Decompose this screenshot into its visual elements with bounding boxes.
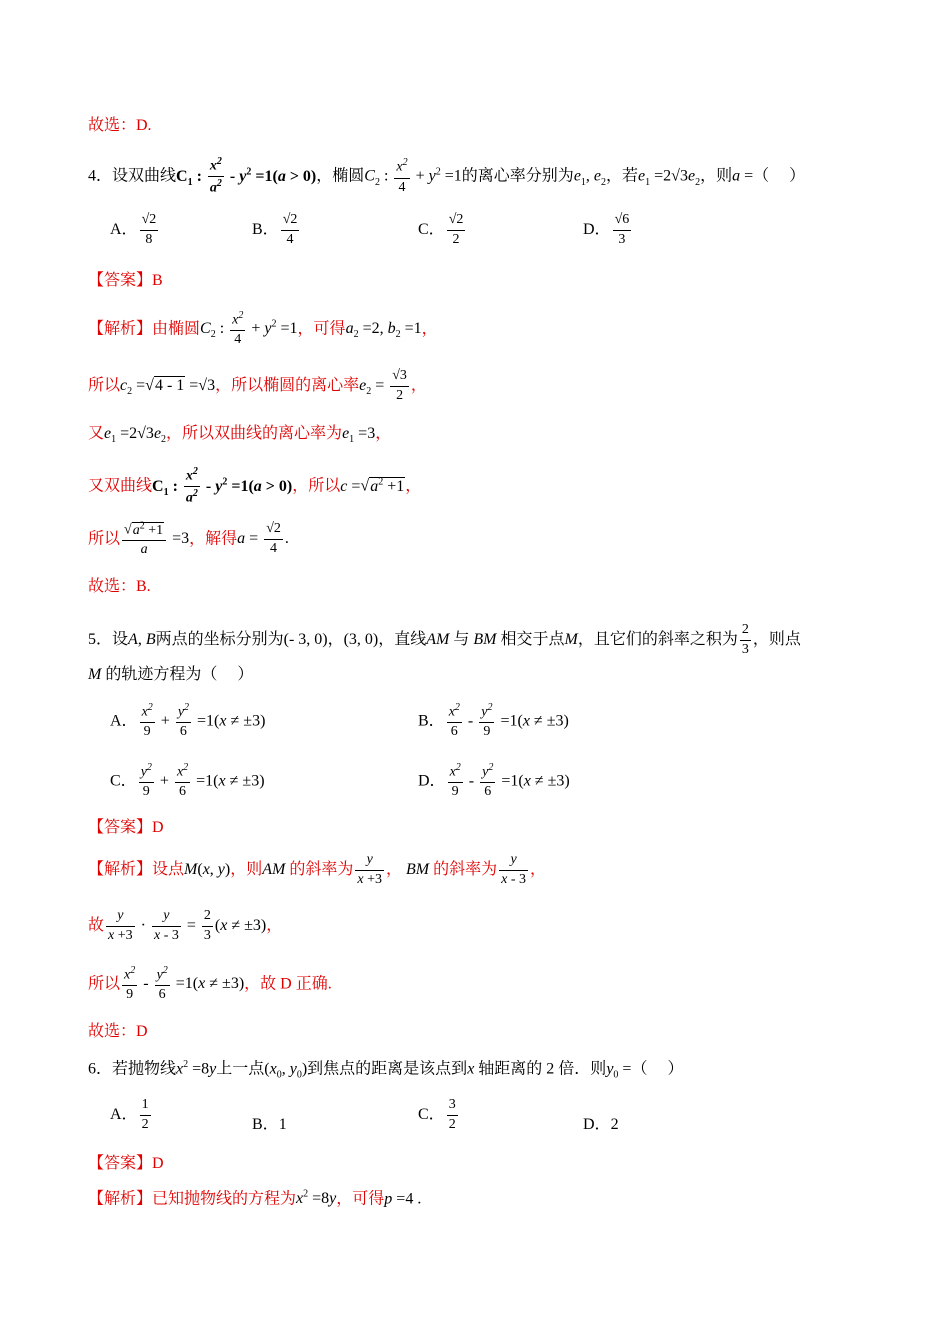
q6-answer: 【答案】D: [88, 1155, 164, 1172]
q4-answer: 【答案】B: [88, 272, 163, 289]
q6-analysis-1: 【解析】已知抛物线的方程为$x^2 =8y$，可得p =4 .: [88, 1189, 422, 1208]
q5-stem-line2: M 的轨迹方程为（ ）: [88, 666, 254, 683]
q5-analysis-3: 所以 $\frac{x^2}{9}$ - $\frac{y^2}{6}$ =1(x ≠ ±3)，故 D 正确.: [88, 965, 332, 1003]
q4-analysis-3: 又$e_1 =2√3e_2$，所以双曲线的离心率为$e_1 =3$，: [88, 425, 392, 446]
q4-option-d: D． $\frac{√6}{3}$: [583, 212, 630, 247]
q4-analysis-4: 又双曲线$C_1$ : $\frac{x^2}{a^2}$ - $y^2 =1(a > 0)$，所以$c =√a^2 +1$，: [88, 466, 422, 507]
q5-option-b: B． $\frac{x^2}{6}$ - $\frac{y^2}{9}$ =1(x ≠ ±3): [418, 702, 569, 740]
q5-option-d: D． $\frac{x^2}{9}$ - $\frac{y^2}{6}$ =1(x ≠ ±3): [418, 762, 570, 800]
q4-analysis-2: 所以$c_2 =√4 - 1 =√3$，所以椭圆的离心率$e_2$ = $\frac{√3}{2}$ ，: [88, 368, 427, 403]
q4-option-c: C． $\frac{√2}{2}$: [418, 212, 464, 247]
q6-option-c: C． $\frac{3}{2}$: [418, 1097, 456, 1132]
q4-conclusion: 故选：B.: [88, 578, 151, 595]
q4-analysis-5: 所以 $\frac{√a^2 +1}{a}$ =3，解得a = $\frac{√2}{4}$ .: [88, 520, 289, 558]
q5-stem-line1: 5．设A, B两点的坐标分别为(- 3, 0)，(3, 0)，直线AM 与 BM 相交于点M，且它们的斜率之积为 $\frac{2}{3}$ ，则点: [88, 622, 801, 657]
q5-option-c: C． $\frac{y^2}{9}$ + $\frac{x^2}{6}$ =1(x ≠ ±3): [110, 762, 265, 800]
q6-option-d: D．2: [583, 1116, 619, 1133]
q3-conclusion: 故选：D.: [88, 117, 152, 134]
q4-option-b: B． $\frac{√2}{4}$: [252, 212, 298, 247]
q4-option-a: A． $\frac{√2}{8}$: [110, 212, 157, 247]
q4-analysis-1: 【解析】由椭圆$C_2$ : $\frac{x^2}{4}$ + $y^2 =1$，可得$a_2 =2$, $b_2 =1$，: [88, 310, 438, 348]
q5-conclusion: 故选：D: [88, 1023, 148, 1040]
q5-option-a: A． $\frac{x^2}{9}$ + $\frac{y^2}{6}$ =1(x ≠ ±3): [110, 702, 266, 740]
q6-stem: 6．若抛物线$x^2 =8y$上一点($x_0$, $y_0$)到焦点的距离是该点到x 轴距离的 2 倍．则$y_0$ =（ ）: [88, 1059, 684, 1081]
q6-option-b: B．1: [252, 1116, 287, 1133]
q5-answer: 【答案】D: [88, 819, 164, 836]
q5-analysis-1: 【解析】设点M(x, y)，则AM 的斜率为 $\frac{y}{x +3}$ ， BM 的斜率为 $\frac{y}{x - 3}$ ，: [88, 852, 547, 887]
q6-option-a: A． $\frac{1}{2}$: [110, 1097, 149, 1132]
q4-stem: 4．设双曲线$C_1$ : $\frac{x^2}{a^2}$ - $y^2 =1(a > 0)$，椭圆$C_2$ : $\frac{x^2}{4}$ + $y^2 =1$的离心率分别为$e_1$, $e_2$，若$e_1 =2√3e_2$，则a =（ ）: [88, 156, 806, 197]
q5-analysis-2: 故 $\frac{y}{x +3}$ · $\frac{y}{x - 3}$ = $\frac{2}{3}$ (x ≠ ±3)，: [88, 908, 283, 943]
